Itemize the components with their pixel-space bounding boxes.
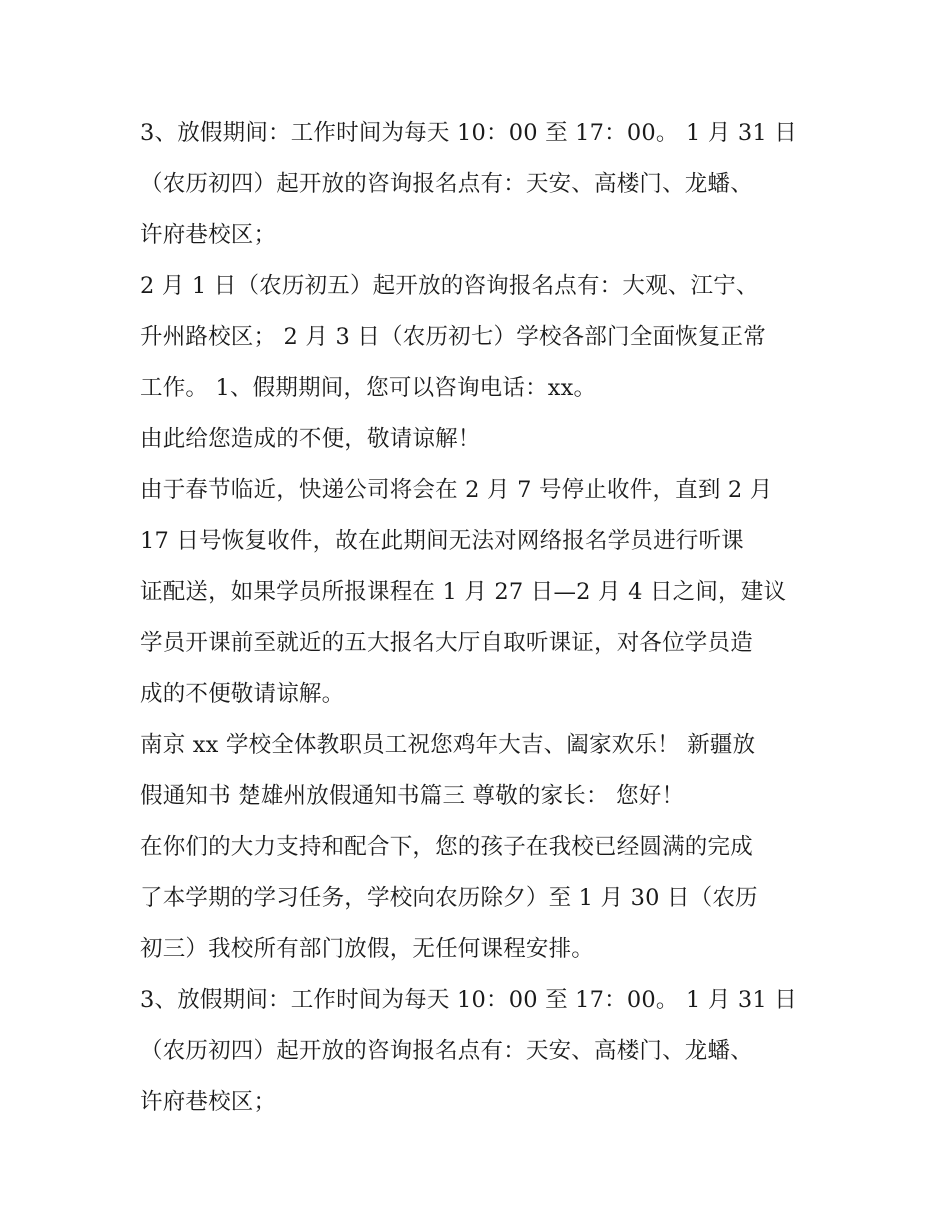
- text-line: 了本学期的学习任务，学校向农历除夕）至 1 月 30 日（农历: [140, 885, 758, 911]
- text-line: 许府巷校区；: [140, 1089, 277, 1115]
- text-line: 升州路校区； 2 月 3 日（农历初七）学校各部门全面恢复正常: [140, 324, 766, 350]
- text-line: 成的不便敬请谅解。: [140, 681, 345, 707]
- text-line: 由此给您造成的不便，敬请谅解！: [140, 426, 481, 452]
- text-line: 3、放假期间：工作时间为每天 10：00 至 17：00。 1 月 31 日: [140, 120, 797, 146]
- text-line: 17 日号恢复收件，故在此期间无法对网络报名学员进行听课: [140, 528, 744, 554]
- text-line: 3、放假期间：工作时间为每天 10：00 至 17：00。 1 月 31 日: [140, 987, 797, 1013]
- text-line: 工作。 1、假期期间，您可以咨询电话：xx。: [140, 375, 597, 401]
- text-line: 2 月 1 日（农历初五）起开放的咨询报名点有：大观、江宁、: [140, 273, 759, 299]
- text-line: 证配送，如果学员所报课程在 1 月 27 日—2 月 4 日之间，建议: [140, 579, 787, 605]
- text-line: 学员开课前至就近的五大报名大厅自取听课证，对各位学员造: [140, 630, 753, 656]
- text-line: 假通知书 楚雄州放假通知书篇三 尊敬的家长： 您好！: [140, 783, 685, 809]
- text-line: 初三）我校所有部门放假，无任何课程安排。: [140, 936, 595, 962]
- text-line: 许府巷校区；: [140, 222, 277, 248]
- text-line: 由于春节临近，快递公司将会在 2 月 7 号停止收件，直到 2 月: [140, 477, 773, 503]
- document-body: [140, 108, 830, 1128]
- text-line: 在你们的大力支持和配合下，您的孩子在我校已经圆满的完成: [140, 834, 753, 860]
- text-line: （农历初四）起开放的咨询报名点有：天安、高楼门、龙蟠、: [140, 1038, 753, 1064]
- text-line: （农历初四）起开放的咨询报名点有：天安、高楼门、龙蟠、: [140, 171, 753, 197]
- text-line: 南京 xx 学校全体教职员工祝您鸡年大吉、阖家欢乐！ 新疆放: [140, 732, 756, 758]
